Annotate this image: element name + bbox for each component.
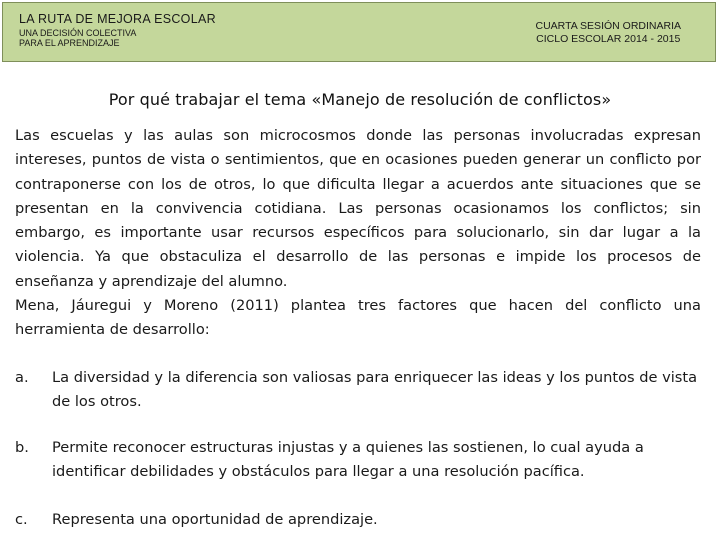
banner-right-block: [536, 20, 681, 46]
header-banner: [2, 2, 716, 62]
list-item-c: [15, 508, 705, 532]
list-marker: a.: [15, 369, 29, 386]
banner-left-block: [19, 13, 216, 48]
banner-title: LA RUTA DE MEJORA ESCOLAR: [19, 12, 216, 26]
paragraph-factors: Mena, Jáuregui y Moreno (2011) plantea tres factores que hacen del conflicto una herramienta de desarrollo:: [15, 297, 701, 339]
list-item-text: Representa una oportunidad de aprendizaje.: [52, 511, 378, 528]
list-item-text: La diversidad y la diferencia son valiosas para enriquecer las ideas y los puntos de vista de los otros.: [52, 369, 698, 411]
list-marker: b.: [15, 439, 29, 456]
paragraph-intro: Las escuelas y las aulas son microcosmos donde las personas involucradas expresan intereses, puntos de vista o sentimientos, que en ocasiones pueden generar un conflicto por contraponerse con los de otros, lo que dificulta llegar a acuerdos ante situaciones que se presentan en la convivencia cotidiana. Las personas ocasionamos los conflictos; sin embargo, es importante usar recursos específicos para solucionarlo, sin dar lugar a la violencia. Ya que obstaculiza el desarrollo de las personas e impide los procesos de enseñanza y aprendizaje del alumno.: [15, 127, 701, 290]
banner-subtitle-line2: PARA EL APRENDIZAJE: [19, 37, 120, 48]
list-item-text: Permite reconocer estructuras injustas y a quienes las sostienen, lo cual ayuda a identificar debilidades y obstáculos para llegar a una resolución pacífica.: [52, 439, 644, 481]
body-text: [15, 124, 701, 343]
banner-subtitle-line1: UNA DECISIÓN COLECTIVA: [19, 27, 137, 38]
session-label: CUARTA SESIÓN ORDINARIA: [535, 20, 681, 32]
list-item-a: [15, 366, 705, 415]
school-cycle-label: CICLO ESCOLAR 2014 - 2015: [536, 33, 681, 45]
list-marker: c.: [15, 511, 28, 528]
document-title: Por qué trabajar el tema «Manejo de resolución de conflictos»: [108, 90, 612, 109]
list-item-b: [15, 436, 705, 485]
